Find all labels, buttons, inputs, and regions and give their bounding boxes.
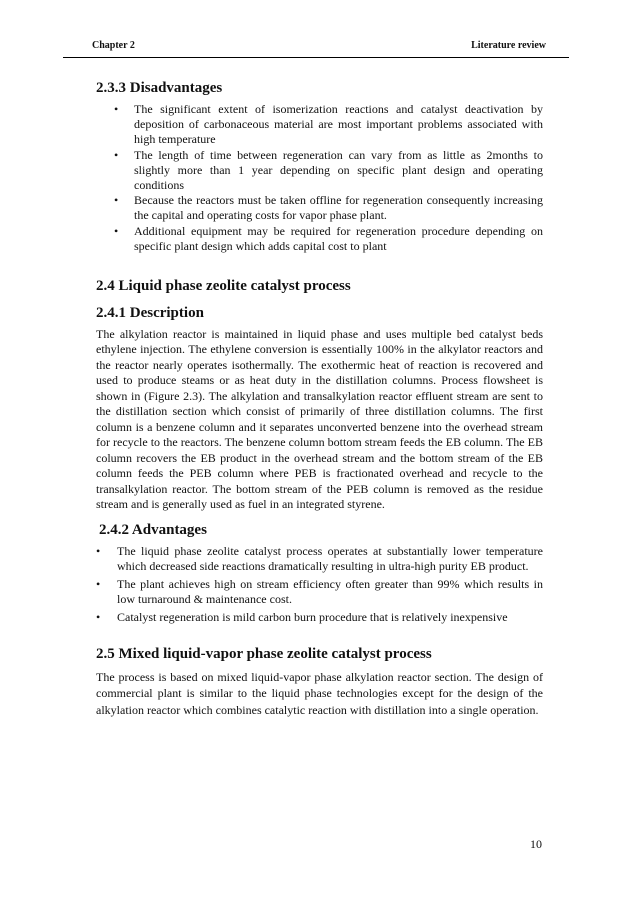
page-content <box>96 78 543 718</box>
header-rule <box>63 57 569 58</box>
mixed-phase-paragraph: The process is based on mixed liquid-vapor phase alkylation reactor section. The design of commercial plant is similar to the liquid phase technologies except for the design of the alkylation reactor which combines catalytic reaction with distillation into a single operation. <box>96 669 543 717</box>
bullet-icon: • <box>96 543 101 558</box>
heading-description: 2.4.1 Description <box>96 304 204 321</box>
heading-advantages: 2.4.2 Advantages <box>99 521 207 538</box>
bullet-icon: • <box>96 609 101 624</box>
heading-liquid-phase: 2.4 Liquid phase zeolite catalyst process <box>96 277 351 294</box>
list-item: • The length of time between regeneration can vary from as little as 2months to slightly more than 1 year depending on specific plant design and operating conditions <box>114 147 543 192</box>
page-number: 10 <box>530 837 542 851</box>
header-chapter: Chapter 2 <box>92 40 135 51</box>
list-item: • Catalyst regeneration is mild carbon burn procedure that is relatively inexpensive <box>96 609 508 624</box>
bullet-icon: • <box>96 576 101 591</box>
list-item: • The significant extent of isomerization reactions and catalyst deactivation by deposition of carbonaceous material are most important problems associated with high temperature <box>114 102 543 146</box>
disadvantages-list <box>96 102 543 254</box>
bullet-icon: • <box>114 193 119 207</box>
bullet-icon: • <box>114 147 119 162</box>
list-item: • Because the reactors must be taken offline for regeneration consequently increasing the capital and operating costs for vapor phase plant. <box>114 193 543 222</box>
description-paragraph: The alkylation reactor is maintained in liquid phase and uses multiple bed catalyst beds ethylene injection. The ethylene conversion is essentially 100% in the alkylator reactors and the reactor nearly operates isothermally. The exothermic heat of reaction is recovered and used to produce steams or as heat duty in the distillation columns. Process flowsheet is shown in (Figure 2.3). The alkylation and transalkylation reactor effluent stream are sent to the distillation section which consist of primarily of three distillation columns. The first column is a benzene column and it separates unconverted benzene into the overhead stream for recycle to the reactors. The benzene column bottom stream feeds the EB column. The EB column recovers the EB product in the overhead stream and the bottom stream of the EB column feeds the PEB column where PEB is fractionated overhead and recycle to the transalkylation reactor. The bottom stream of the PEB column is removed as the residue stream and is generally used as fuel in an integrated styrene. <box>96 326 543 511</box>
list-item: • The liquid phase zeolite catalyst process operates at substantially lower temperature which decreased side reactions dramatically resulting in ultra-high purity EB product. <box>96 543 543 573</box>
heading-mixed-phase: 2.5 Mixed liquid-vapor phase zeolite catalyst process <box>96 645 432 662</box>
advantages-list <box>96 544 543 625</box>
list-item: • The plant achieves high on stream efficiency often greater than 99% which results in low turnaround & maintenance cost. <box>96 576 543 606</box>
page-header <box>92 40 546 51</box>
heading-disadvantages: 2.3.3 Disadvantages <box>96 80 223 96</box>
header-section: Literature review <box>471 40 546 51</box>
list-item: • Additional equipment may be required for regeneration procedure depending on specific plant design which adds capital cost to plant <box>114 223 543 253</box>
bullet-icon: • <box>114 102 119 116</box>
bullet-icon: • <box>114 223 119 238</box>
